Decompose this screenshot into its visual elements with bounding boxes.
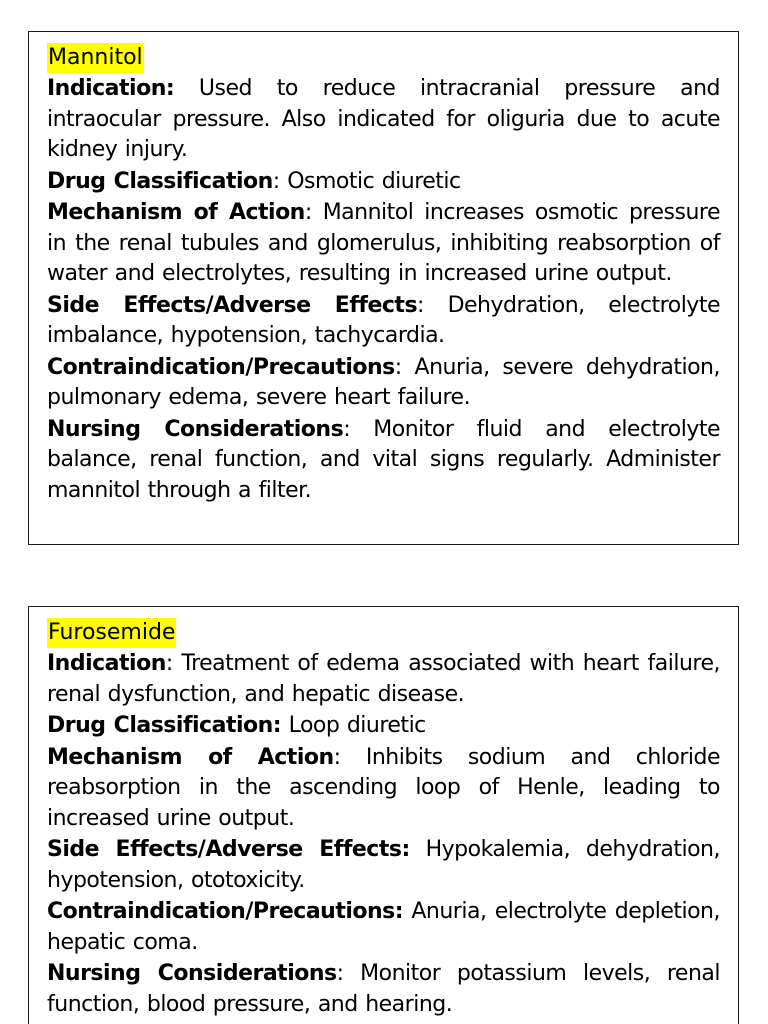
field-text: Treatment of edema associated with heart failure, renal dysfunction, and hepatic disease.: [47, 651, 720, 707]
field-label: Mechanism of Action: [47, 744, 334, 770]
field-label: Contraindication/Precautions: [47, 354, 395, 380]
field-text: Used to reduce intracranial pressure and intraocular pressure. Also indicated for oliguria due to acute kidney injury.: [47, 76, 720, 162]
field-text: Anuria, severe dehydration, pulmonary edema, severe heart failure.: [47, 354, 720, 410]
field-separator: :: [336, 961, 344, 986]
field-label: Side Effects/Adverse Effects: [47, 292, 418, 318]
field-separator: :: [304, 200, 312, 225]
field-separator: :: [394, 354, 402, 380]
field-drug-classification: [47, 711, 720, 742]
field-indication: [47, 74, 720, 166]
field-separator: :: [272, 168, 280, 194]
field-nursing-considerations: [47, 415, 720, 507]
field-separator: :: [417, 292, 424, 318]
drug-card-furosemide: [28, 606, 739, 1024]
field-text: Monitor fluid and electrolyte balance, renal function, and vital signs regularly. Administer mannitol through a filter.: [47, 416, 720, 503]
field-label: Mechanism of Action: [47, 200, 305, 225]
field-text: Mannitol increases osmotic pressure in the renal tubules and glomerulus, inhibiting reabsorption of water and electrolytes, resulting in increased urine output.: [47, 200, 720, 286]
field-nursing-considerations: [47, 959, 720, 1020]
field-label: Drug Classification:: [47, 713, 282, 738]
field-label: Drug Classification: [47, 168, 273, 194]
field-label: Indication:: [47, 76, 175, 101]
field-drug-classification: [47, 167, 720, 198]
field-side-effects: [47, 835, 720, 896]
field-label: Nursing Considerations: [47, 416, 344, 442]
drug-card-mannitol: [28, 31, 739, 545]
field-text: Loop diuretic: [281, 713, 426, 738]
field-label: Indication: [47, 651, 166, 676]
field-text: Dehydration, electrolyte imbalance, hypotension, tachycardia.: [47, 292, 720, 348]
field-text: Osmotic diuretic: [279, 168, 461, 194]
field-text: Anuria, electrolyte depletion, hepatic coma.: [47, 899, 720, 955]
field-mechanism-of-action: [47, 743, 720, 835]
field-label: Side Effects/Adverse Effects:: [47, 837, 410, 862]
field-side-effects: [47, 291, 720, 352]
field-separator: :: [333, 744, 341, 770]
field-text: Monitor potassium levels, renal function, blood pressure, and hearing.: [47, 961, 720, 1017]
drug-name: Furosemide: [47, 618, 176, 648]
field-text: Hypokalemia, dehydration, hypotension, ototoxicity.: [47, 837, 720, 893]
field-mechanism-of-action: [47, 198, 720, 290]
field-indication: [47, 649, 720, 710]
field-label: Contraindication/Precautions:: [47, 899, 404, 924]
field-label: Nursing Considerations: [47, 961, 337, 986]
field-contraindications: [47, 353, 720, 414]
field-separator: :: [165, 651, 173, 676]
field-contraindications: [47, 897, 720, 958]
field-text: Inhibits sodium and chloride reabsorption in the ascending loop of Henle, leading to increased urine output.: [47, 744, 720, 831]
drug-name: Mannitol: [47, 43, 144, 73]
field-separator: :: [343, 416, 351, 442]
